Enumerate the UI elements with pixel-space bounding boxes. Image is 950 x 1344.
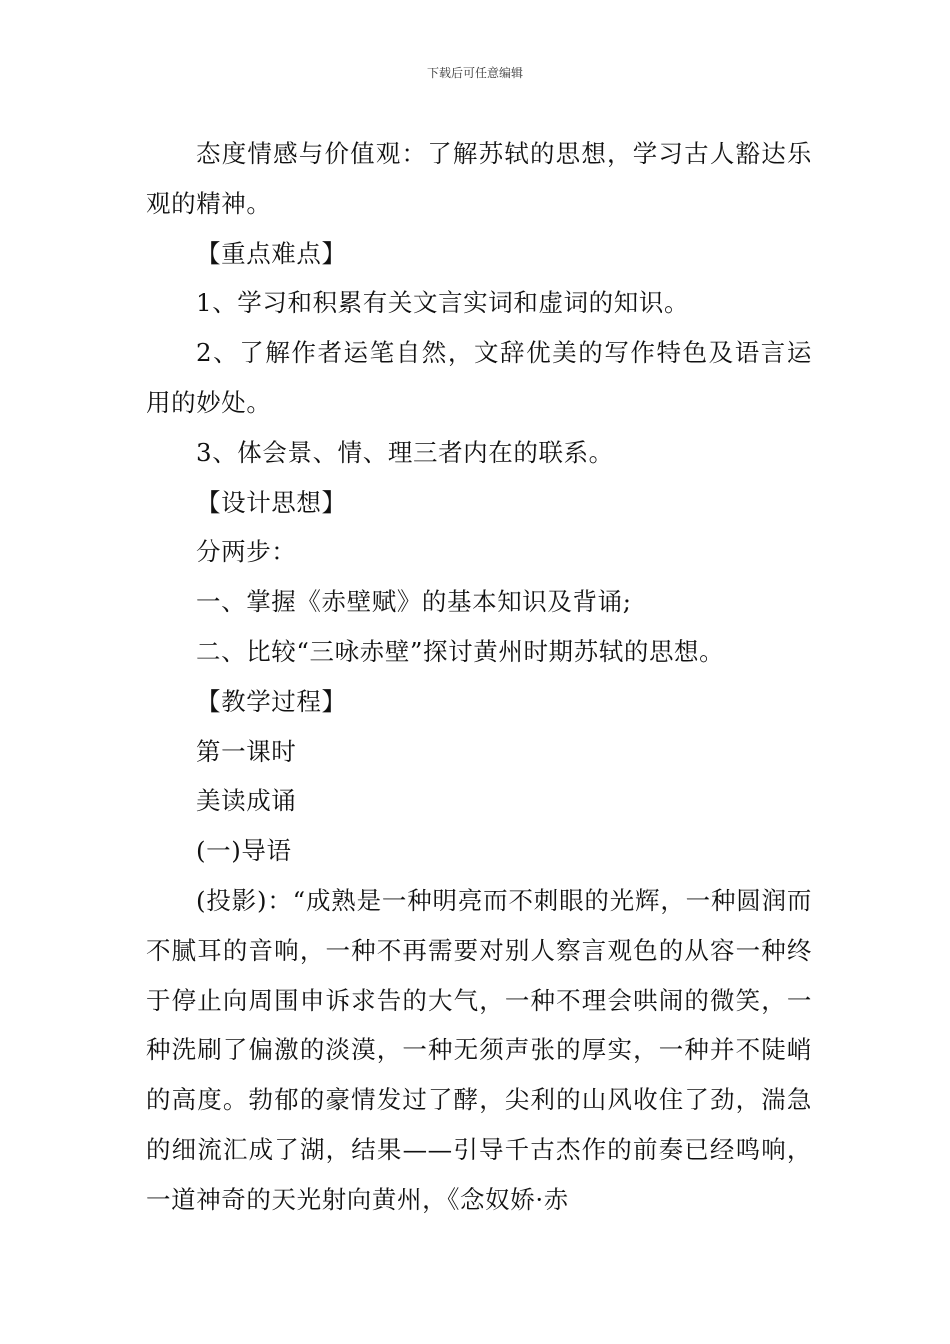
list-item-2: 2、了解作者运笔自然，文辞优美的写作特色及语言运用的妙处。: [146, 338, 812, 417]
list-item-1: 1、学习和积累有关文言实词和虚词的知识。: [196, 288, 690, 318]
paragraph-attitude-values: 态度情感与价值观：了解苏轼的思想，学习古人豁达乐观的精神。: [146, 139, 812, 218]
step-two: 二、比较“三咏赤壁”探讨黄州时期苏轼的思想。: [196, 636, 725, 666]
heading-teaching-process: 【教学过程】: [196, 686, 347, 716]
page-header-note: 下载后可任意编辑: [426, 66, 523, 80]
subsection-intro-label: (一)导语: [196, 836, 292, 866]
section-recite-label: 美读成诵: [196, 786, 297, 816]
list-item-3: 3、体会景、情、理三者内在的联系。: [196, 437, 614, 467]
paragraph-projection-quote: (投影)：“成熟是一种明亮而不刺眼的光辉，一种圆润而不腻耳的音响，一种不再需要对别人察言观色的从容一种终于停止向周围申诉求告的大气，一种不理会哄闹的微笑，一种洗刷了偏激的淡漠，一种无须声张的厚实，一种并不陡峭的高度。勃郁的豪情发过了酵，尖利的山风收住了劲，湍急的细流汇成了湖，结果——引导千古杰作的前奏已经鸣响，一道神奇的天光射向黄州，《念奴娇·赤: [146, 885, 812, 1214]
document-body: [146, 129, 812, 1225]
heading-key-difficulties: 【重点难点】: [196, 238, 347, 268]
paragraph-two-steps: 分两步：: [196, 537, 297, 567]
lesson-one-label: 第一课时: [196, 736, 297, 766]
heading-design-idea: 【设计思想】: [196, 487, 347, 517]
step-one: 一、掌握《赤壁赋》的基本知识及背诵;: [196, 587, 632, 617]
